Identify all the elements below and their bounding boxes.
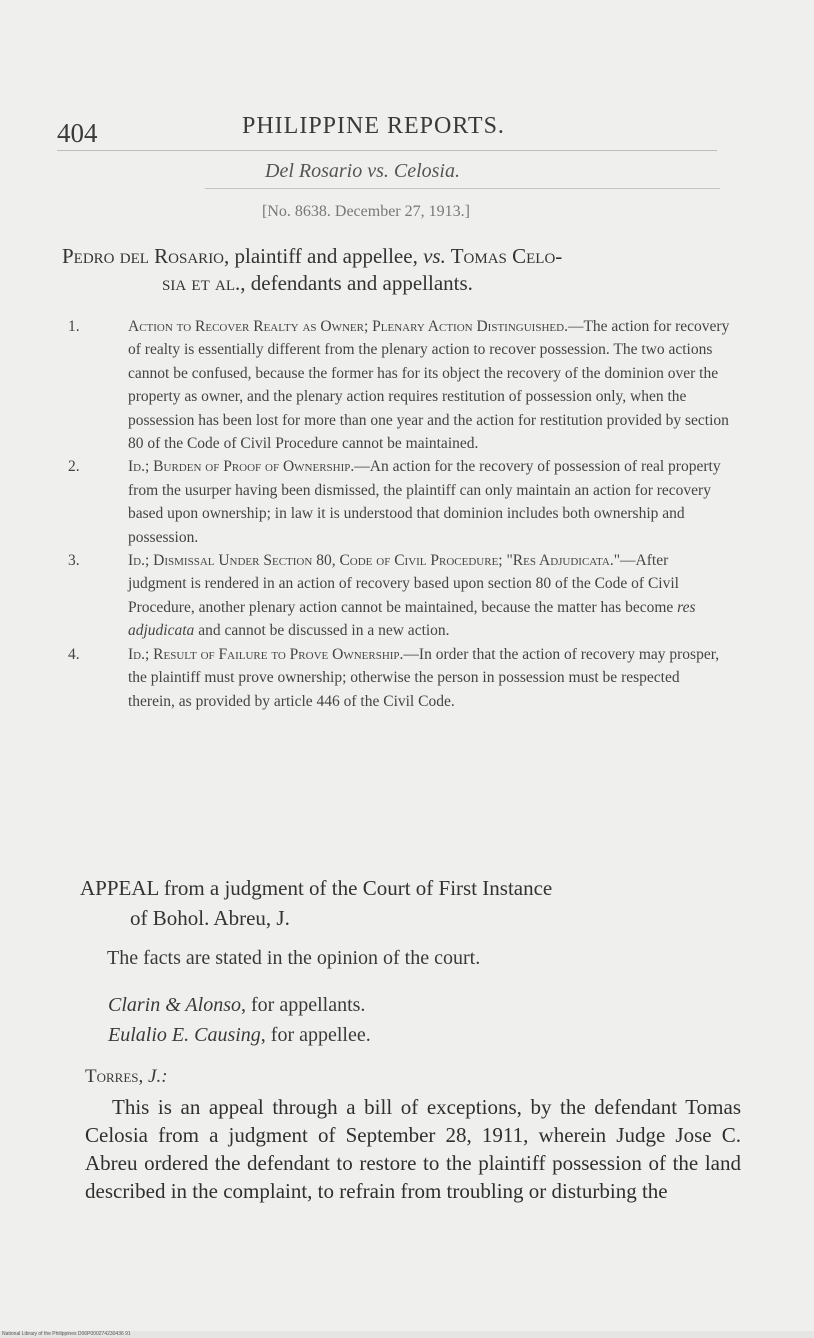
appeal-line1: from a judgment of the Court of First Instance — [158, 876, 553, 900]
case-subtitle: Del Rosario vs. Celosia. — [265, 160, 460, 182]
syllabus-text: —The action for recovery of realty is essentially different from the plenary action to recover possession. The two actions cannot be confused, because the former has for its object the recovery of the dominion over the property as owner, and the plenary action requires restitution of possession only, when the possession has been lost for more than one year and the action for restitution provided by section 80 of the Code of Civil Procedure cannot be maintained. — [128, 318, 730, 453]
appeal-line — [80, 873, 740, 933]
docket-line: [No. 8638. December 27, 1913.] — [262, 203, 470, 220]
counsel-role: , for appellants. — [241, 994, 366, 1016]
counsel-name: Eulalio E. Causing — [108, 1024, 261, 1046]
scan-footer: National Library of the Philippines D06P000274230436 91 — [2, 1331, 131, 1337]
page-number: 404 — [57, 118, 98, 148]
page-header — [57, 108, 717, 148]
header-rule — [57, 150, 717, 151]
syllabus-heading: Action to Recover Realty as Owner; Plenary Action Distinguished. — [128, 318, 568, 335]
syllabus-item — [68, 315, 730, 455]
justice-line — [85, 1066, 168, 1088]
syllabus-text: —In order that the action of recovery may prosper, the plaintiff must prove ownership; otherwise the person in possession must be respected therein, as provided by article 446 of the Civil Code. — [128, 645, 720, 710]
syllabus-text: —After judgment is rendered in an action of recovery based upon section 80 of the Code of Civil Procedure, another plenary action cannot be maintained, because the matter has become — [128, 552, 679, 616]
syllabus-number: 4. — [68, 645, 80, 663]
plaintiff-name: Pedro del Rosario — [62, 244, 225, 268]
counsel-name: Clarin & Alonso — [108, 994, 241, 1016]
justice-name: Torres — [85, 1066, 139, 1087]
defendant-name-part1: Tomas Celo- — [445, 244, 563, 268]
syllabus — [68, 315, 730, 713]
syllabus-number: 3. — [68, 552, 80, 570]
syllabus-item — [68, 455, 730, 549]
syllabus-text: —An action for the recovery of possession of real property from the usurper having been dismissed, the plaintiff can only maintain an action for recovery based upon ownership; in law it is understood that dominion includes both ownership and possession. — [128, 458, 721, 546]
syllabus-item — [68, 549, 730, 643]
facts-statement: The facts are stated in the opinion of the court. — [107, 947, 481, 969]
syllabus-heading: Id.; Burden of Proof of Ownership. — [128, 458, 355, 476]
counsel-role: , for appellee. — [260, 1024, 371, 1046]
case-parties — [62, 243, 722, 297]
defendant-name-part2: sia et al. — [162, 271, 241, 295]
counsel-block — [108, 990, 371, 1050]
syllabus-number: 2. — [68, 458, 80, 476]
defendant-role: , defendants and appellants. — [240, 271, 473, 295]
running-head: PHILIPPINE REPORTS. — [242, 113, 505, 139]
appeal-word: APPEAL — [80, 876, 159, 900]
justice-separator: , — [138, 1066, 149, 1087]
plaintiff-role: , plaintiff and appellee, — [224, 244, 424, 268]
versus: vs. — [423, 244, 446, 268]
counsel-appellee — [108, 1020, 371, 1050]
syllabus-text-after: and cannot be discussed in a new action. — [194, 622, 450, 640]
syllabus-number: 1. — [68, 318, 80, 335]
subtitle-rule — [205, 188, 720, 189]
opinion-text — [85, 1093, 741, 1205]
syllabus-item — [68, 643, 730, 713]
appeal-line2: of Bohol. Abreu, J. — [130, 906, 290, 930]
syllabus-italic-term: res adjudicata — [128, 598, 696, 640]
syllabus-heading: Id.; Dismissal Under Section 80, Code of Civil Procedure; "Res Adjudicata." — [128, 552, 621, 570]
counsel-appellants — [108, 990, 371, 1020]
opinion-paragraph: This is an appeal through a bill of exceptions, by the defendant Tomas Celosia from a judgment of September 28, 1911, wherein Judge Jose C. Abreu ordered the defendant to restore to the plaintiff possession of the land described in the complaint, to refrain from troubling or disturbing the — [85, 1095, 741, 1203]
syllabus-heading: Id.; Result of Failure to Prove Ownership. — [128, 645, 404, 663]
justice-title: J.: — [148, 1066, 168, 1087]
